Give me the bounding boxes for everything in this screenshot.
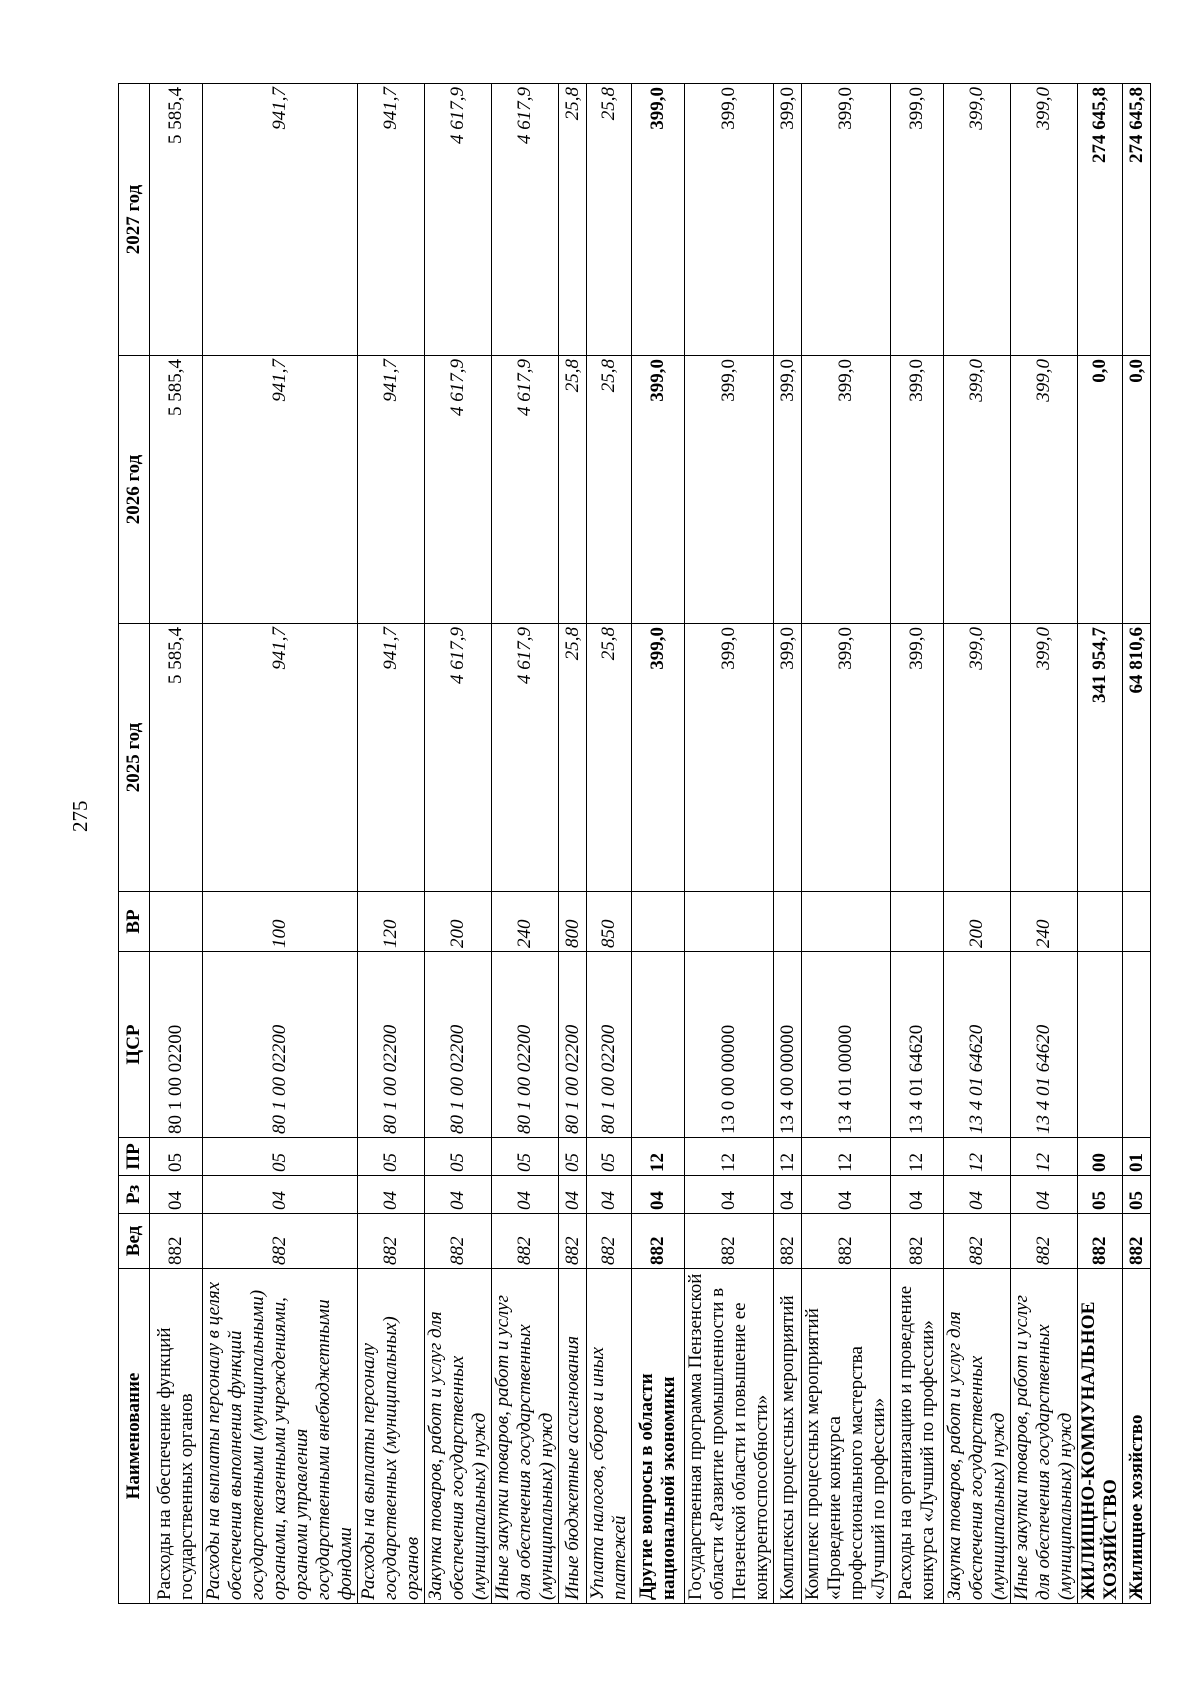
table-row [944, 84, 1011, 1604]
cell-csr: 13 4 01 64620 [891, 952, 944, 1138]
cell-csr: 13 4 01 64620 [944, 952, 1011, 1138]
cell-pr: 05 [203, 1138, 358, 1176]
cell-name: Уплата налогов, сборов и иных платежей [587, 1269, 632, 1604]
cell-2026: 25,8 [587, 356, 632, 624]
cell-rz: 04 [425, 1176, 492, 1214]
cell-2025: 941,7 [358, 624, 425, 892]
cell-2025: 25,8 [559, 624, 587, 892]
cell-rz: 04 [632, 1176, 685, 1214]
cell-pr: 12 [944, 1138, 1011, 1176]
cell-2027: 399,0 [1011, 84, 1078, 356]
cell-2025: 4 617,9 [492, 624, 559, 892]
header-csr: ЦСР [119, 952, 150, 1138]
cell-vr: 240 [492, 892, 559, 952]
cell-name: Жилищное хозяйство [1123, 1269, 1151, 1604]
cell-name: Иные закупки товаров, работ и услуг для обеспечения государственных (муниципальных) нужд [1011, 1269, 1078, 1604]
cell-csr: 80 1 00 02200 [559, 952, 587, 1138]
cell-vr [891, 892, 944, 952]
cell-2025: 5 585,4 [150, 624, 203, 892]
cell-rz: 04 [150, 1176, 203, 1214]
cell-vr [685, 892, 774, 952]
cell-pr: 05 [150, 1138, 203, 1176]
cell-vr [632, 892, 685, 952]
header-2025: 2025 год [119, 624, 150, 892]
cell-rz: 04 [1011, 1176, 1078, 1214]
table-row [358, 84, 425, 1604]
cell-2027: 274 645,8 [1123, 84, 1151, 356]
cell-ved: 882 [587, 1214, 632, 1269]
cell-csr [632, 952, 685, 1138]
cell-2027: 399,0 [944, 84, 1011, 356]
cell-2027: 274 645,8 [1078, 84, 1123, 356]
cell-ved: 882 [358, 1214, 425, 1269]
cell-name: Другие вопросы в области национальной экономики [632, 1269, 685, 1604]
page-number: 275 [68, 800, 92, 832]
header-ved: Вед [119, 1214, 150, 1269]
cell-2026: 4 617,9 [492, 356, 559, 624]
cell-vr: 850 [587, 892, 632, 952]
cell-vr [774, 892, 802, 952]
cell-2027: 399,0 [774, 84, 802, 356]
cell-name: Расходы на выплаты персоналу государственных (муниципальных) органов [358, 1269, 425, 1604]
cell-2026: 399,0 [632, 356, 685, 624]
cell-ved: 882 [685, 1214, 774, 1269]
cell-ved: 882 [559, 1214, 587, 1269]
cell-rz: 04 [685, 1176, 774, 1214]
cell-ved: 882 [1123, 1214, 1151, 1269]
cell-csr [1123, 952, 1151, 1138]
cell-name: Комплексы процессных мероприятий [774, 1269, 802, 1604]
cell-pr: 05 [492, 1138, 559, 1176]
cell-rz: 05 [1078, 1176, 1123, 1214]
cell-ved: 882 [203, 1214, 358, 1269]
cell-rz: 04 [492, 1176, 559, 1214]
cell-ved: 882 [802, 1214, 891, 1269]
header-rz: Рз [119, 1176, 150, 1214]
cell-pr: 00 [1078, 1138, 1123, 1176]
cell-pr: 05 [425, 1138, 492, 1176]
table-row [587, 84, 632, 1604]
cell-2026: 941,7 [358, 356, 425, 624]
cell-pr: 12 [632, 1138, 685, 1176]
cell-ved: 882 [774, 1214, 802, 1269]
cell-ved: 882 [632, 1214, 685, 1269]
cell-2025: 399,0 [1011, 624, 1078, 892]
cell-vr: 200 [944, 892, 1011, 952]
cell-csr [1078, 952, 1123, 1138]
cell-csr: 80 1 00 02200 [203, 952, 358, 1138]
cell-rz: 04 [358, 1176, 425, 1214]
table-row [685, 84, 774, 1604]
cell-csr: 80 1 00 02200 [492, 952, 559, 1138]
cell-pr: 12 [1011, 1138, 1078, 1176]
cell-2025: 399,0 [685, 624, 774, 892]
cell-2026: 399,0 [774, 356, 802, 624]
cell-2025: 399,0 [891, 624, 944, 892]
table-row [802, 84, 891, 1604]
cell-pr: 12 [685, 1138, 774, 1176]
cell-pr: 05 [587, 1138, 632, 1176]
cell-rz: 05 [1123, 1176, 1151, 1214]
cell-csr: 13 4 01 00000 [802, 952, 891, 1138]
cell-rz: 04 [203, 1176, 358, 1214]
table-row [774, 84, 802, 1604]
table-row [203, 84, 358, 1604]
cell-vr [150, 892, 203, 952]
budget-table [118, 83, 1151, 1604]
table-row [425, 84, 492, 1604]
table-row [1011, 84, 1078, 1604]
cell-name: Комплекс процессных мероприятий «Проведение конкурса профессионального мастерства «Лучший по профессии» [802, 1269, 891, 1604]
header-2027: 2027 год [119, 84, 150, 356]
table-row [632, 84, 685, 1604]
cell-2026: 399,0 [685, 356, 774, 624]
table-row [150, 84, 203, 1604]
cell-csr: 13 4 01 64620 [1011, 952, 1078, 1138]
cell-2027: 399,0 [685, 84, 774, 356]
table-row [492, 84, 559, 1604]
header-pr: ПР [119, 1138, 150, 1176]
cell-name: Иные бюджетные ассигнования [559, 1269, 587, 1604]
cell-name: Расходы на выплаты персоналу в целях обеспечения выполнения функций государственными (муниципальными) органами, казенными учреждениями, органами управления государственными внебюджетными фондами [203, 1269, 358, 1604]
cell-2025: 941,7 [203, 624, 358, 892]
cell-csr: 13 0 00 00000 [685, 952, 774, 1138]
cell-2025: 25,8 [587, 624, 632, 892]
cell-ved: 882 [944, 1214, 1011, 1269]
cell-2026: 25,8 [559, 356, 587, 624]
cell-vr [802, 892, 891, 952]
rotated-table-wrapper [118, 84, 1151, 1604]
table-row [1078, 84, 1123, 1604]
cell-vr: 240 [1011, 892, 1078, 952]
cell-pr: 05 [358, 1138, 425, 1176]
cell-name: Закупка товаров, работ и услуг для обеспечения государственных (муниципальных) нужд [944, 1269, 1011, 1604]
cell-2027: 941,7 [358, 84, 425, 356]
cell-2025: 64 810,6 [1123, 624, 1151, 892]
cell-pr: 12 [891, 1138, 944, 1176]
cell-2027: 941,7 [203, 84, 358, 356]
cell-2026: 5 585,4 [150, 356, 203, 624]
cell-rz: 04 [559, 1176, 587, 1214]
cell-2027: 25,8 [559, 84, 587, 356]
cell-2026: 941,7 [203, 356, 358, 624]
cell-2027: 5 585,4 [150, 84, 203, 356]
cell-pr: 05 [559, 1138, 587, 1176]
cell-ved: 882 [492, 1214, 559, 1269]
header-name: Наименование [119, 1269, 150, 1604]
cell-vr: 120 [358, 892, 425, 952]
cell-2027: 399,0 [632, 84, 685, 356]
cell-vr [1123, 892, 1151, 952]
cell-rz: 04 [944, 1176, 1011, 1214]
cell-2026: 4 617,9 [425, 356, 492, 624]
cell-csr: 80 1 00 02200 [358, 952, 425, 1138]
table-row [891, 84, 944, 1604]
cell-2027: 399,0 [802, 84, 891, 356]
cell-2026: 399,0 [802, 356, 891, 624]
cell-vr: 800 [559, 892, 587, 952]
cell-rz: 04 [891, 1176, 944, 1214]
table-header-row [119, 84, 150, 1604]
cell-csr: 13 4 00 00000 [774, 952, 802, 1138]
cell-vr: 100 [203, 892, 358, 952]
cell-rz: 04 [774, 1176, 802, 1214]
cell-pr: 12 [774, 1138, 802, 1176]
cell-name: Расходы на организацию и проведение конкурса «Лучший по профессии» [891, 1269, 944, 1604]
cell-ved: 882 [1078, 1214, 1123, 1269]
cell-rz: 04 [802, 1176, 891, 1214]
header-vr: ВР [119, 892, 150, 952]
cell-name: Закупка товаров, работ и услуг для обеспечения государственных (муниципальных) нужд [425, 1269, 492, 1604]
cell-2025: 399,0 [774, 624, 802, 892]
cell-2026: 399,0 [944, 356, 1011, 624]
cell-name: Расходы на обеспечение функций государственных органов [150, 1269, 203, 1604]
cell-ved: 882 [425, 1214, 492, 1269]
cell-ved: 882 [150, 1214, 203, 1269]
cell-rz: 04 [587, 1176, 632, 1214]
header-2026: 2026 год [119, 356, 150, 624]
cell-csr: 80 1 00 02200 [587, 952, 632, 1138]
cell-2025: 399,0 [632, 624, 685, 892]
cell-name: Государственная программа Пензенской области «Развитие промышленности в Пензенской области и повышение ее конкурентоспособности» [685, 1269, 774, 1604]
cell-2027: 25,8 [587, 84, 632, 356]
cell-2026: 0,0 [1078, 356, 1123, 624]
cell-csr: 80 1 00 02200 [150, 952, 203, 1138]
cell-2027: 4 617,9 [425, 84, 492, 356]
cell-vr: 200 [425, 892, 492, 952]
cell-2026: 399,0 [891, 356, 944, 624]
cell-2025: 399,0 [944, 624, 1011, 892]
cell-2027: 399,0 [891, 84, 944, 356]
cell-2026: 399,0 [1011, 356, 1078, 624]
cell-name: ЖИЛИЩНО-КОММУНАЛЬНОЕ ХОЗЯЙСТВО [1078, 1269, 1123, 1604]
cell-2025: 4 617,9 [425, 624, 492, 892]
cell-pr: 12 [802, 1138, 891, 1176]
cell-2025: 399,0 [802, 624, 891, 892]
cell-csr: 80 1 00 02200 [425, 952, 492, 1138]
table-row [559, 84, 587, 1604]
table-row [1123, 84, 1151, 1604]
cell-2027: 4 617,9 [492, 84, 559, 356]
cell-ved: 882 [891, 1214, 944, 1269]
cell-pr: 01 [1123, 1138, 1151, 1176]
cell-ved: 882 [1011, 1214, 1078, 1269]
cell-2026: 0,0 [1123, 356, 1151, 624]
cell-2025: 341 954,7 [1078, 624, 1123, 892]
cell-vr [1078, 892, 1123, 952]
cell-name: Иные закупки товаров, работ и услуг для обеспечения государственных (муниципальных) нужд [492, 1269, 559, 1604]
